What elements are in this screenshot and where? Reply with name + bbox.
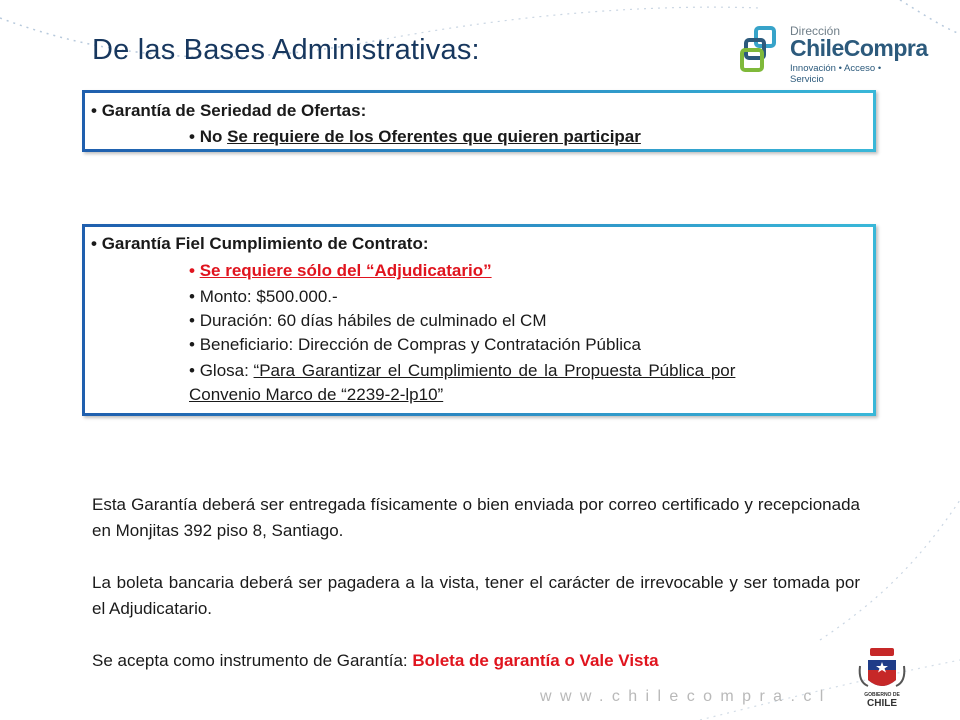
- chilecompra-logo: [740, 22, 928, 85]
- bullet: •: [189, 311, 200, 330]
- bullet: •: [189, 261, 200, 280]
- cumplimiento-heading: [91, 234, 429, 254]
- beneficiario-text: Beneficiario: Dirección de Compras y Contratación Pública: [199, 335, 641, 354]
- glosa-text-line2: Convenio Marco de “2239-2-lp10”: [189, 385, 444, 404]
- duracion-text: Duración: 60 días hábiles de culminado el CM: [199, 311, 547, 330]
- page-title: De las Bases Administrativas:: [92, 34, 480, 66]
- chilecompra-logo-icon: [740, 26, 786, 74]
- monto-line: [189, 287, 338, 307]
- boleta-paragraph: La boleta bancaria deberá ser pagadera a la vista, tener el carácter de irrevocable y ser tomada por el Adjudicatario.: [92, 573, 860, 618]
- cumplimiento-box: [82, 224, 876, 416]
- gov-line2: CHILE: [867, 698, 897, 709]
- seriedad-heading-text: Garantía de Seriedad de Ofertas:: [101, 101, 367, 120]
- monto-text: Monto: $500.000.-: [199, 287, 338, 306]
- seriedad-heading: [91, 101, 366, 121]
- requirement-text: Se requiere sólo del “Adjudicatario”: [199, 261, 492, 280]
- logo-tagline: Innovación • Acceso • Servicio: [790, 63, 882, 85]
- glosa-line: [189, 361, 735, 381]
- cumplimiento-heading-text: Garantía Fiel Cumplimiento de Contrato:: [101, 234, 429, 253]
- glosa-label: Glosa:: [199, 361, 254, 380]
- gobierno-de-chile-logo: [856, 646, 908, 712]
- glosa-text-line1: “Para Garantizar el Cumplimiento de la Propuesta Pública por: [253, 361, 736, 380]
- bullet: •: [189, 287, 200, 306]
- seriedad-detail: [189, 127, 641, 147]
- gov-line1: GOBIERNO DE: [864, 692, 900, 698]
- bullet: •: [91, 234, 102, 253]
- beneficiario-line: [189, 335, 641, 355]
- duracion-line: [189, 311, 547, 331]
- bullet: •: [189, 335, 200, 354]
- instrumento-highlight: Boleta de garantía o Vale Vista: [412, 651, 659, 670]
- bullet: •: [189, 127, 200, 146]
- seriedad-detail-text: Se requiere de los Oferentes que quieren participar: [227, 127, 641, 146]
- entrega-paragraph: Esta Garantía deberá ser entregada físicamente o bien enviada por correo certificado y recepcionada en Monjitas 392 piso 8, Santiago.: [92, 495, 860, 540]
- instrumento-paragraph: [92, 648, 860, 674]
- instrumento-prefix: Se acepta como instrumento de Garantía:: [92, 651, 413, 670]
- bullet: •: [91, 101, 102, 120]
- requirement-line: [189, 261, 492, 281]
- seriedad-box: [82, 90, 876, 152]
- logo-top-text: Dirección: [790, 24, 841, 38]
- logo-main-text: ChileCompra: [790, 35, 928, 61]
- seriedad-detail-prefix: No: [199, 127, 228, 146]
- bullet: •: [189, 361, 200, 380]
- footer-url: www.chilecompra.cl: [540, 688, 832, 705]
